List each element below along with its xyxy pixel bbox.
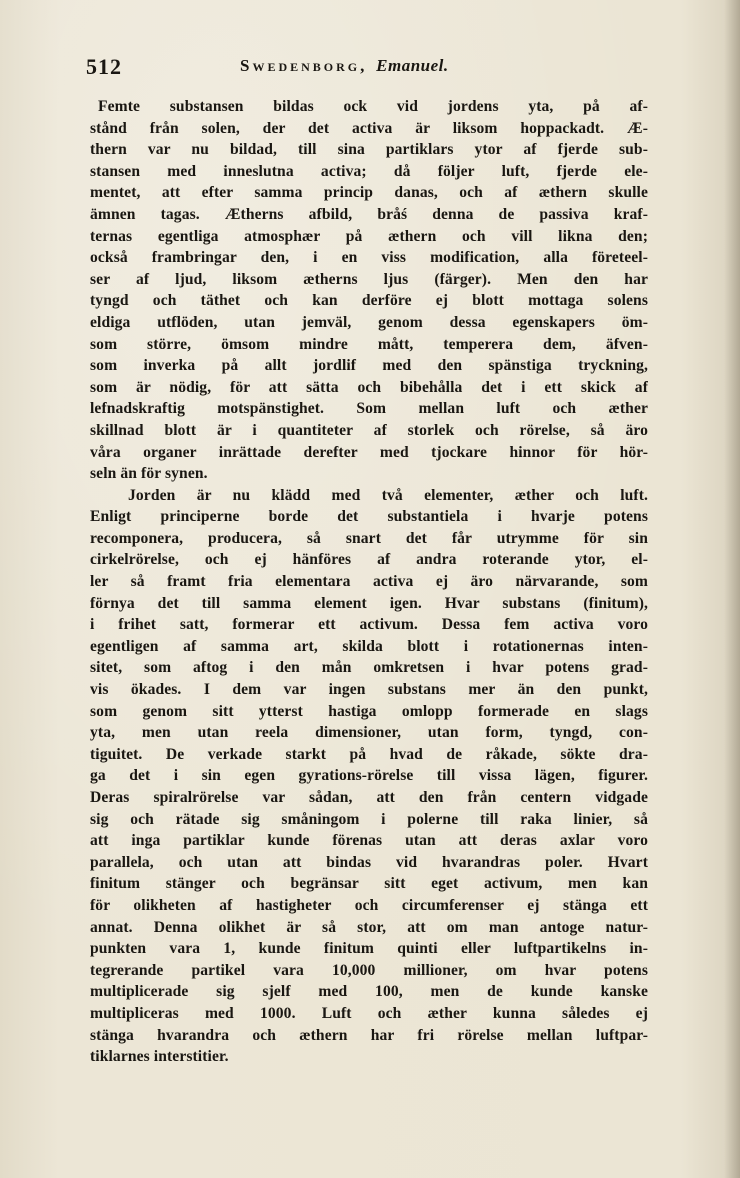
text-line: lefnadskraftig motspänstighet. Som mellan luft och æther	[90, 400, 648, 418]
text-line: mentet, att efter samma princip danas, och af æthern skulle	[90, 184, 648, 202]
text-line: förnya det till samma element igen. Hvar substans (finitum),	[90, 594, 648, 612]
text-line: eldiga utflöden, utan jemväl, genom dessa egenskapers öm-	[90, 313, 648, 331]
text-line: att inga partiklar kunde förenas utan att deras axlar voro	[90, 832, 648, 850]
text-line: tyngd och täthet och kan derföre ej blott mottaga solens	[90, 292, 648, 310]
text-line: också frambringar den, i en viss modification, alla företeel-	[90, 249, 648, 267]
page-edge-shadow	[724, 0, 740, 1178]
text-line: för olikheten af hastigheter och circumferenser ej stänga ett	[90, 896, 648, 914]
text-line: parallela, och utan att bindas vid hvarandras poler. Hvart	[90, 853, 648, 871]
running-head	[240, 56, 449, 76]
text-line: i frihet satt, formerar ett activum. Dessa fem activa voro	[90, 616, 648, 634]
text-line: Femte substansen bildas ock vid jordens yta, på af-	[98, 98, 648, 115]
text-line: multipliceras med 1000. Luft och æther kunna således ej	[90, 1004, 648, 1022]
text-line: sig och rätade sig småningom i polerne till raka linier, så	[90, 810, 648, 828]
text-line: yta, men utan reela dimensioner, utan form, tyngd, con-	[90, 724, 648, 742]
text-line: punkten vara 1, kunde finitum quinti eller luftpartikelns in-	[90, 940, 648, 958]
text-line: ämnen tagas. Ætherns afbild, bråś denna de passiva kraf-	[90, 205, 648, 223]
text-line: stänga hvarandra och æthern har fri rörelse mellan luftpar-	[90, 1026, 648, 1044]
text-line: ler så framt fria elementara activa ej äro närvarande, som	[90, 573, 648, 591]
text-line: som är nödig, för att sätta och bibehålla det i ett skick af	[90, 378, 648, 396]
text-line: ser af ljud, liksom ætherns ljus (färger). Men den har	[90, 270, 648, 288]
text-line: ga det i sin egen gyrations-rörelse till vissa lägen, figurer.	[90, 767, 648, 785]
text-line: finitum stänger och begränsar sitt eget activum, men kan	[90, 875, 648, 893]
text-line: tiguitet. De verkade starkt på hvad de råkade, sökte dra-	[90, 745, 648, 763]
text-line: tiklarnes interstitier.	[90, 1048, 229, 1066]
body-text	[90, 96, 648, 1068]
text-line: stansen med inneslutna activa; då följer luft, fjerde ele-	[90, 162, 648, 180]
text-line: sitet, som aftog i den mån omkretsen i hvar potens grad-	[90, 659, 648, 677]
text-line: seln än för synen.	[90, 465, 208, 483]
page-header	[86, 50, 652, 86]
page-number: 512	[86, 54, 122, 79]
text-line: våra organer inrättade derefter med tjockare hinnor för hör-	[90, 443, 648, 461]
text-line: Jorden är nu klädd med två elementer, æther och luft.	[128, 486, 648, 504]
text-line: som större, ömsom mindre mått, temperera dem, äfven-	[90, 335, 648, 353]
text-line: recomponera, producera, så snart det får utrymme för sin	[90, 529, 648, 547]
text-line: tegrerande partikel vara 10,000 millioner, om hvar potens	[90, 961, 648, 979]
running-head-forename: Emanuel.	[376, 56, 449, 75]
text-line: Deras spiralrörelse var sådan, att den från centern vidgade	[90, 789, 648, 806]
text-line: ternas egentliga atmosphær på æthern och vill likna den;	[90, 227, 648, 245]
text-line: cirkelrörelse, och ej hänföres af andra roterande ytor, el-	[90, 551, 648, 569]
text-line: multiplicerade sig sjelf med 100, men de kunde kanske	[90, 983, 648, 1001]
text-line: stånd från solen, der det activa är liksom hoppackadt. Æ-	[90, 119, 648, 137]
text-line: Enligt principerne borde det substantiela i hvarje potens	[90, 508, 648, 526]
text-line: som inverka på allt jordlif med den spänstiga tryckning,	[90, 357, 648, 375]
text-line: thern var nu bildad, till sina partiklars ytor af fjerde sub-	[90, 141, 648, 159]
text-line: vis ökades. I dem var ingen substans mer än den punkt,	[90, 681, 648, 699]
text-line: skillnad blott är i quantiteter af storlek och rörelse, så äro	[90, 421, 648, 439]
text-line: annat. Denna olikhet är så stor, att om man antoge natur-	[90, 918, 648, 936]
text-line: egentligen af samma art, skilda blott i rotationernas inten-	[90, 637, 648, 655]
running-head-surname: Swedenborg,	[240, 56, 368, 75]
text-line: som genom sitt ytterst hastiga omlopp formerade en slags	[90, 702, 648, 720]
